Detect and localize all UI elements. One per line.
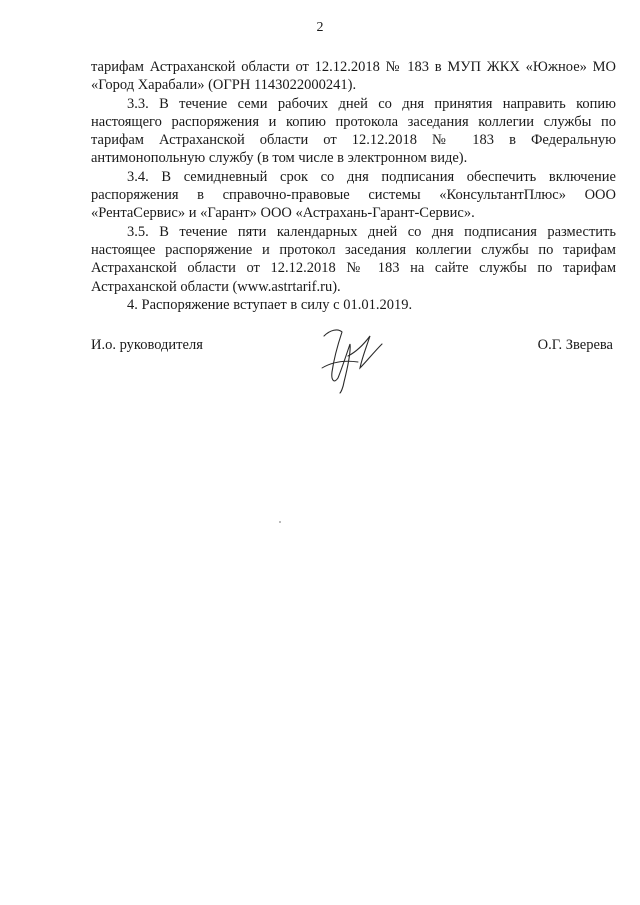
scan-speck xyxy=(279,521,281,523)
signatory-title: И.о. руководителя xyxy=(91,337,203,353)
paragraph-3-3: 3.3. В течение семи рабочих дней со дня принятия направить копию настоящего распоряжения и копию протокола заседания коллегии службы по тарифам Астраханской области от 12.12.2018 № 183 в Федеральную антимонопольную службу (в том числе в электронном виде). xyxy=(91,95,616,167)
paragraph-continuation: тарифам Астраханской области от 12.12.2018 № 183 в МУП ЖКХ «Южное» МО «Город Харабали» (ОГРН 1143022000241). xyxy=(91,59,616,94)
document-body xyxy=(91,58,616,314)
paragraph-4: 4. Распоряжение вступает в силу с 01.01.2019. xyxy=(127,296,413,313)
handwritten-signature xyxy=(318,322,388,394)
paragraph-3-5: 3.5. В течение пяти календарных дней со дня подписания разместить настоящее распоряжение и протокол заседания коллегии службы по тарифам Астраханской области от 12.12.2018 № 183 на сайте службы по тарифам Астраханской области (www.astrtarif.ru). xyxy=(91,223,616,295)
paragraph-3-4: 3.4. В семидневный срок со дня подписания обеспечить включение распоряжения в справочно-правовые системы «КонсультантПлюс» ООО «РентаСервис» и «Гарант» ООО «Астрахань-Гарант-Сервис». xyxy=(91,168,616,222)
page-number: 2 xyxy=(316,20,324,35)
signatory-name: О.Г. Зверева xyxy=(537,337,613,353)
